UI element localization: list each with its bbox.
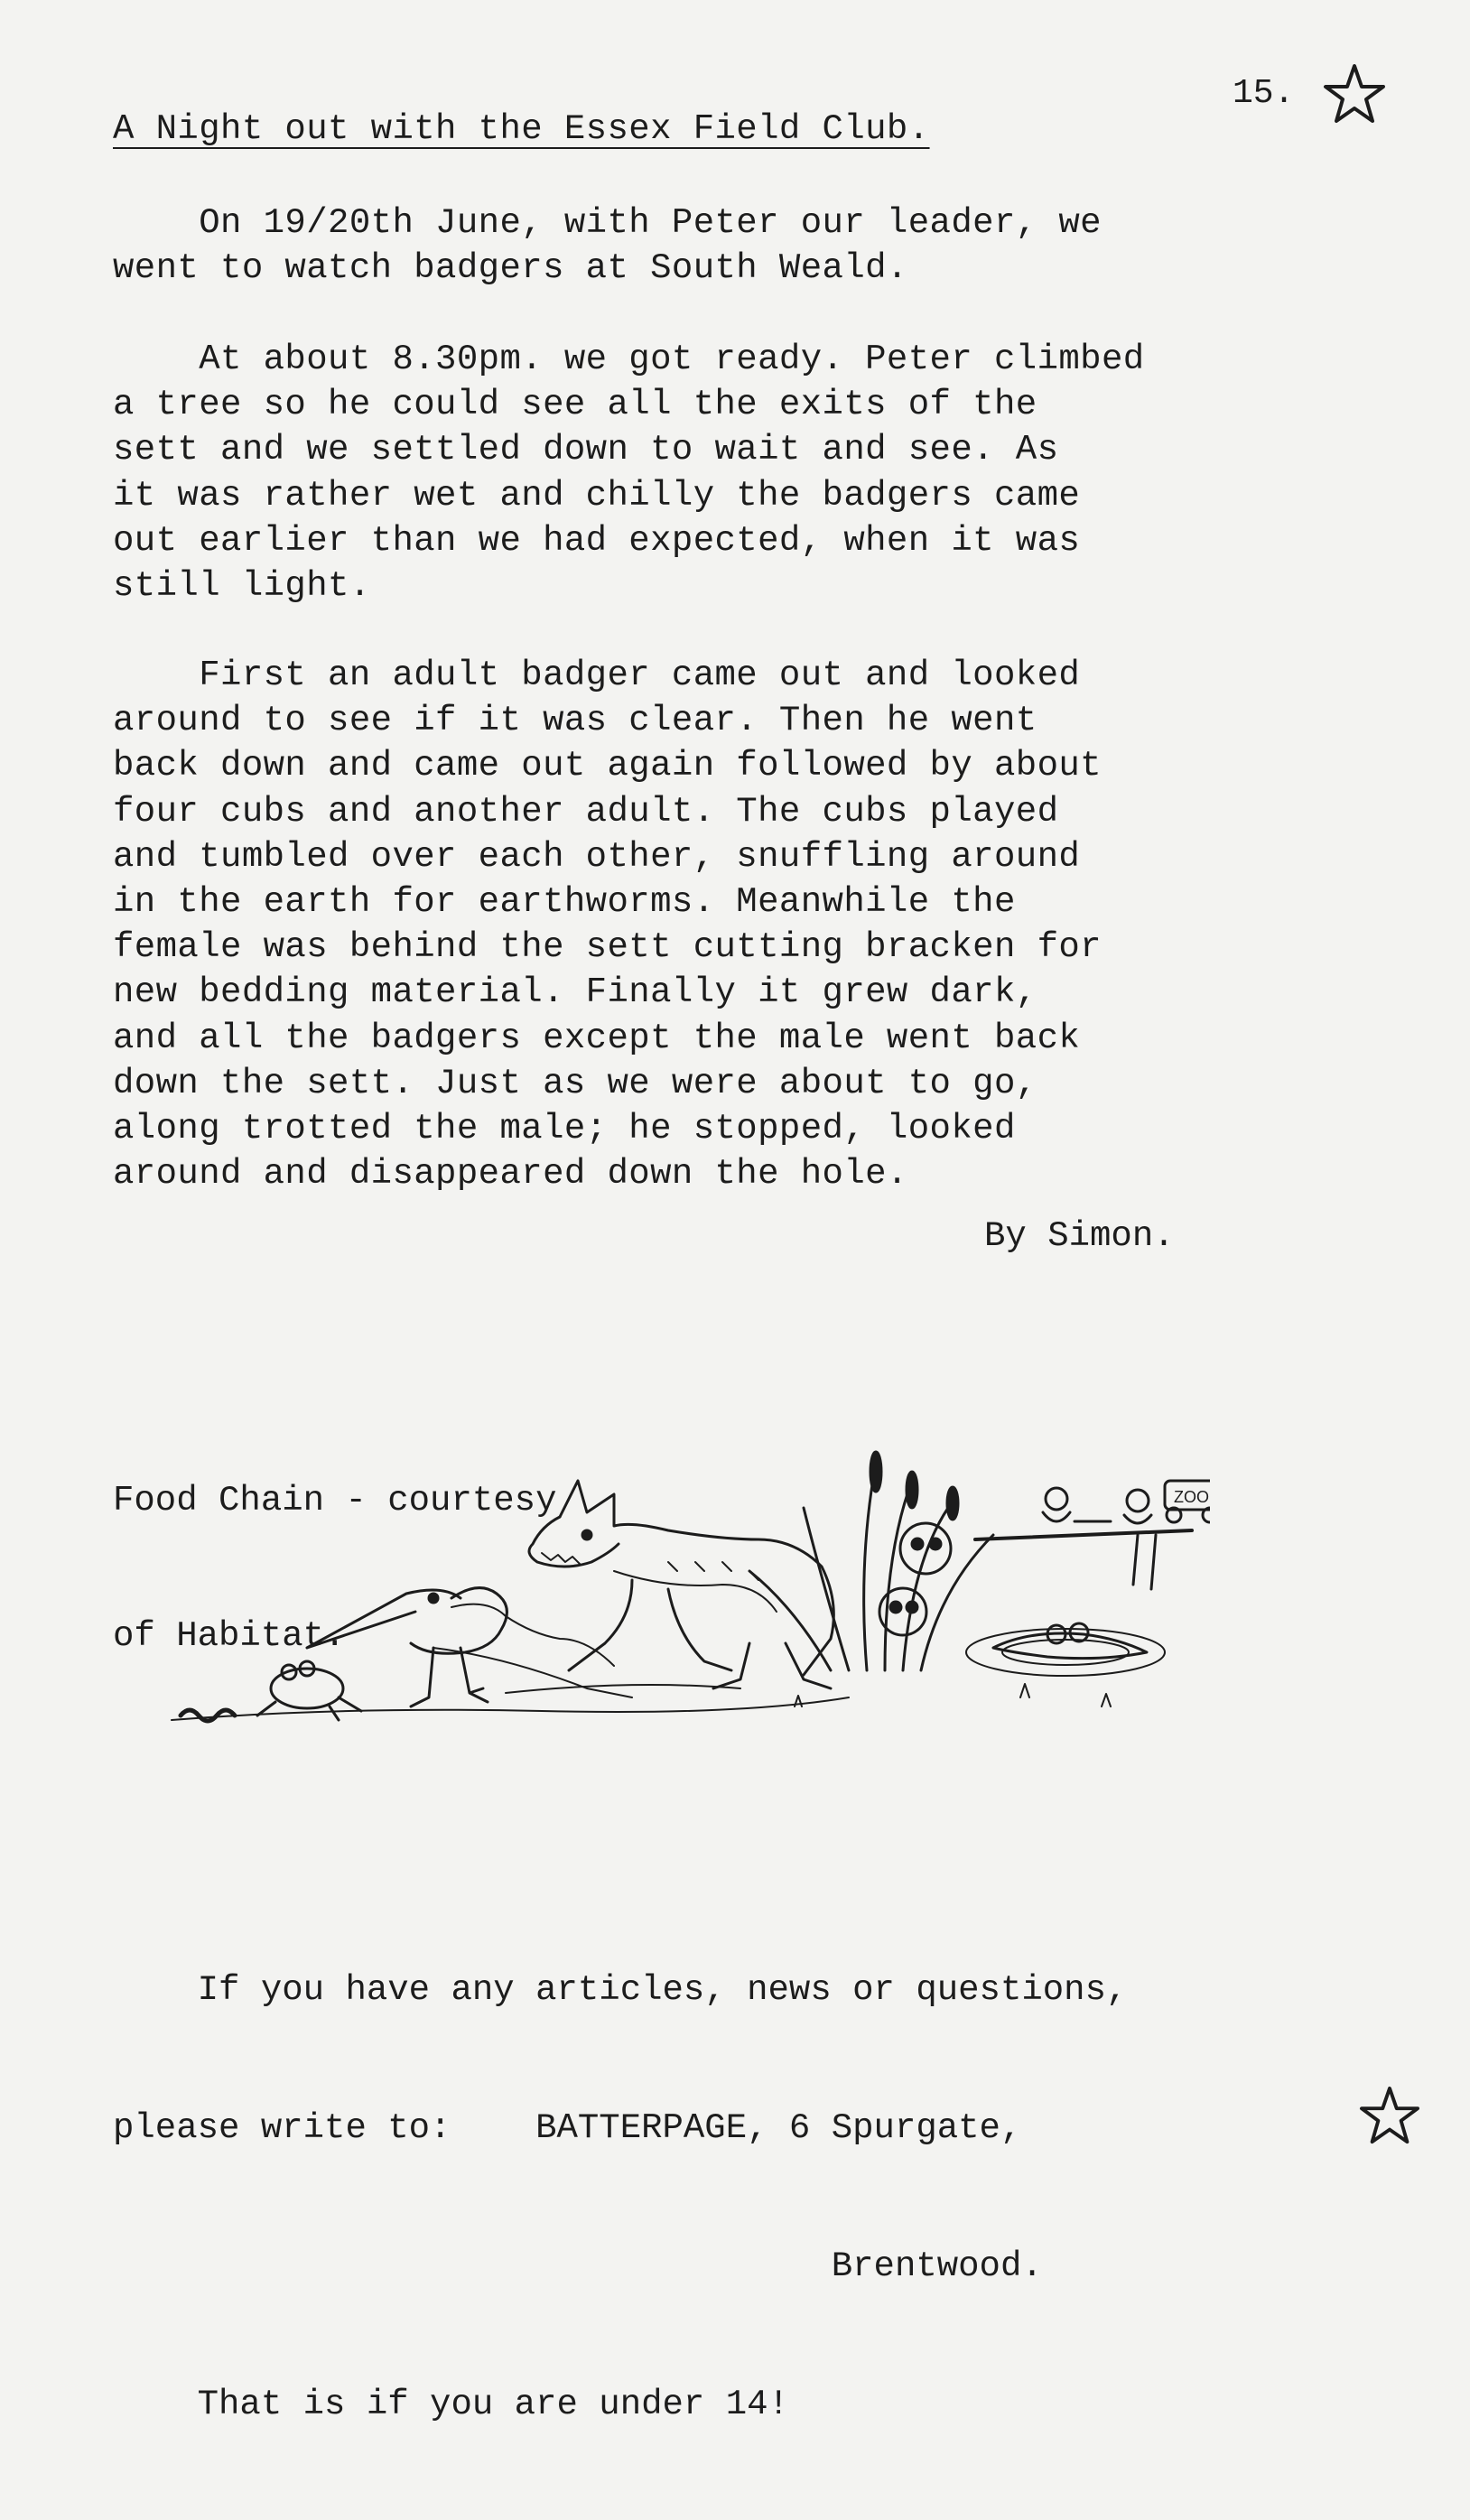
zoo-sign-text: ZOO bbox=[1174, 1488, 1209, 1506]
contact-line: please write to: BATTERPAGE, 6 Spurgate, bbox=[113, 2108, 1022, 2148]
paragraph-line: new bedding material. Finally it grew dark, bbox=[113, 972, 1037, 1013]
paragraph-line: out earlier than we had expected, when it was bbox=[113, 520, 1081, 561]
paragraph-line: around and disappeared down the hole. bbox=[113, 1154, 908, 1195]
paragraph-line: and all the badgers except the male went back bbox=[113, 1018, 1081, 1058]
star-icon bbox=[1359, 2086, 1420, 2145]
paragraph-line: four cubs and another adult. The cubs played bbox=[113, 791, 1059, 832]
paragraph-line: At about 8.30pm. we got ready. Peter climbed bbox=[113, 339, 1145, 379]
article-title: A Night out with the Essex Field Club. bbox=[113, 109, 930, 149]
paragraph-line: sett and we settled down to wait and see. As bbox=[113, 430, 1059, 470]
paragraph-line: On 19/20th June, with Peter our leader, we bbox=[113, 203, 1102, 243]
paragraph-line: in the earth for earthworms. Meanwhile the bbox=[113, 882, 1016, 923]
contact-line: Brentwood. bbox=[113, 2246, 1043, 2286]
paragraph-line: along trotted the male; he stopped, looked bbox=[113, 1109, 1016, 1149]
fox-icon bbox=[529, 1481, 833, 1688]
contact-section bbox=[113, 1875, 1127, 2520]
food-chain-illustration bbox=[163, 1436, 1210, 1743]
paragraph-2 bbox=[113, 337, 1145, 609]
page-number: 15. bbox=[1233, 74, 1295, 113]
paragraph-line: female was behind the sett cutting bracken for bbox=[113, 927, 1102, 968]
heron-icon bbox=[307, 1588, 632, 1706]
reeds-icon bbox=[749, 1452, 993, 1670]
signature: By Simon. bbox=[984, 1216, 1175, 1256]
contact-line: If you have any articles, news or questions, bbox=[113, 1970, 1128, 2010]
caption-line: Food Chain - courtesy bbox=[113, 1481, 557, 1520]
paragraph-line: it was rather wet and chilly the badgers came bbox=[113, 475, 1081, 516]
paragraph-line: First an adult badger came out and looked bbox=[113, 656, 1081, 695]
zoo-van-icon bbox=[1165, 1481, 1210, 1522]
paragraph-line: down the sett. Just as we were about to go, bbox=[113, 1063, 1037, 1103]
paragraph-line: and tumbled over each other, snuffling around bbox=[113, 836, 1081, 877]
paragraph-line: a tree so he could see all the exits of the bbox=[113, 385, 1037, 425]
contact-line: That is if you are under 14! bbox=[113, 2385, 789, 2424]
paragraph-line: back down and came out again followed by about bbox=[113, 746, 1102, 786]
paragraph-line: around to see if it was clear. Then he went bbox=[113, 701, 1037, 741]
caption-line: of Habitat. bbox=[113, 1616, 346, 1656]
paragraph-3 bbox=[113, 653, 1102, 1196]
crocodile-icon bbox=[993, 1623, 1147, 1659]
paragraph-1 bbox=[113, 200, 1102, 291]
paragraph-line: went to watch badgers at South Weald. bbox=[113, 248, 908, 289]
paragraph-line: still light. bbox=[113, 566, 371, 607]
star-icon bbox=[1323, 63, 1386, 125]
